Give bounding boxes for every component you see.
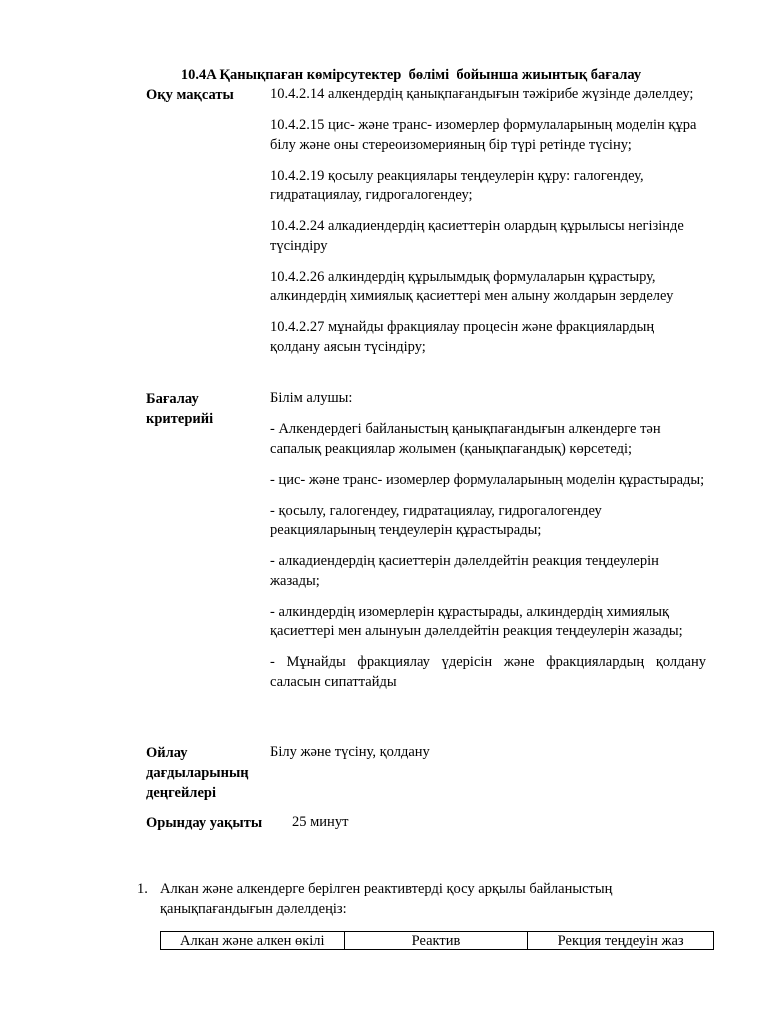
table-header-cell: Рекция теңдеуін жаз (528, 932, 714, 950)
criteria-item: - Мұнайды фракциялау үдерісін және фракциялардың қолдану саласын сипаттайды (270, 654, 706, 690)
time-label: Орындау уақыты (146, 815, 263, 831)
objectives-list (270, 85, 706, 369)
criteria-item: - алкадиендердің қасиеттерін дәлелдейтін реакция теңдеулерін жазады; (270, 553, 659, 589)
criteria-item: - цис- және транс- изомерлер формулаларының моделін құрастырады; (270, 471, 705, 488)
criteria-item: - Алкендердегі байланыстың қанықпағандығын алкендерге тән сапалық реакциялар жолымен (қанықпағандық) көрсетеді; (270, 421, 661, 457)
time-value: 25 минут (292, 814, 349, 830)
objective-item: 10.4.2.27 мұнайды фракциялау процесін және фракциялардың қолдану аясын түсіндіру; (270, 319, 655, 355)
criteria-list (270, 389, 706, 704)
objective-item: 10.4.2.14 алкендердің қанықпағандығын тәжірибе жүзінде дәлелдеу; (270, 86, 694, 102)
task-text: Алкан және алкендерге берілген реактивтерді қосу арқылы байланыстың қанықпағандығын дәлелдеңіз: (160, 881, 613, 917)
thinking-value: Білу және түсіну, қолдану (270, 744, 430, 760)
objective-item: 10.4.2.15 цис- және транс- изомерлер формулаларының моделін құра білу және оны стереоизомерияның бір түрі ретінде түсіну; (270, 117, 697, 153)
criteria-label: Бағалау критерийі (146, 391, 214, 427)
answer-table (160, 931, 714, 950)
criteria-intro: Білім алушы: (270, 390, 353, 406)
criteria-item: - алкиндердің изомерлерін құрастырады, алкиндердің химиялық қасиеттері мен алынуын дәлелдейтін реакция теңдеулерін жазады; (270, 603, 683, 639)
objective-item: 10.4.2.24 алкадиендердің қасиеттерін олардың құрылысы негізінде түсіндіру (270, 218, 684, 254)
table-header-cell: Реактив (344, 932, 528, 950)
document-title: 10.4A Қанықпаған көмірсутектер бөлімі бойынша жиынтық бағалау (180, 67, 642, 83)
answer-table-header-row (161, 932, 714, 950)
objective-item: 10.4.2.19 қосылу реакциялары теңдеулерін құру: галогендеу, гидратациялау, гидрогалогендеу; (270, 167, 644, 203)
task-number: 1. (137, 881, 148, 897)
objective-item: 10.4.2.26 алкиндердің құрылымдық формулаларын құрастыру, алкиндердің химиялық қасиеттері мен алыну жолдарын зерделеу (270, 268, 674, 304)
table-header-cell: Алкан және алкен өкілі (161, 932, 345, 950)
thinking-label: Ойлау дағдыларының деңгейлері (146, 745, 249, 801)
objectives-label: Оқу мақсаты (146, 87, 234, 103)
criteria-item: - қосылу, галогендеу, гидратациялау, гидрогалогендеу реакцияларының теңдеулерін құрастырады; (270, 502, 602, 538)
